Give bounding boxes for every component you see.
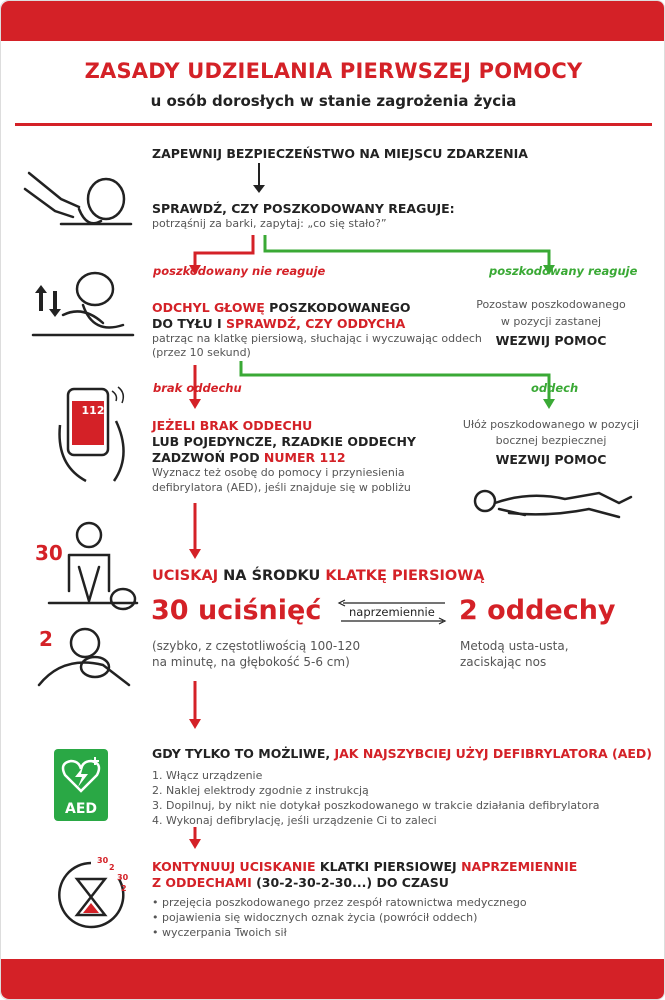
right-reacts-call: WEZWIJ POMOC	[495, 333, 607, 348]
step-call-desc1: Wyznacz też osobę do pomocy i przyniesienia	[152, 466, 405, 479]
continue-line2: Z ODDECHAMI (30-2-30-2-30...) DO CZASU	[152, 875, 449, 890]
bullet-marker: •	[152, 896, 159, 909]
bottom-red-bar	[1, 959, 665, 999]
continue-line1: KONTYNUUJ UCISKANIE KLATKI PIERSIOWEJ NAPRZEMIENNIE	[152, 859, 578, 874]
phone-number-label: 112	[81, 404, 105, 417]
aed-step-3: 3. Dopilnuj, by nikt nie dotykał poszkodowanego w trakcie działania defibrylatora	[152, 799, 600, 812]
rescue-breath-illustration	[33, 625, 133, 695]
breaths-count: 2 oddechy	[459, 595, 616, 626]
aed-step-1: 1. Włącz urządzenie	[152, 769, 263, 782]
icon-num-30b: 30	[117, 873, 129, 882]
icon-num-30a: 30	[97, 856, 109, 865]
breaths-desc2: zaciskając nos	[460, 655, 547, 669]
branch-no-breath: brak oddechu	[153, 381, 242, 395]
shake-shoulders-illustration	[21, 169, 136, 239]
step-call-line2: LUB POJEDYNCZE, RZADKIE ODDECHY	[152, 434, 416, 449]
page-title: ZASADY UDZIELANIA PIERWSZEJ POMOCY	[84, 59, 583, 83]
right-reacts-line2: w pozycji zastanej	[500, 315, 602, 328]
compressions-count: 30 uciśnięć	[151, 595, 322, 626]
alternate-label: naprzemiennie	[349, 605, 435, 619]
bullet-marker: •	[152, 926, 159, 939]
step-airway-desc1: patrząc na klatkę piersiową, słuchając i wyczuwając oddech	[152, 332, 482, 345]
continue-item-1: przejęcia poszkodowanego przez zespół ratownictwa medycznego	[162, 896, 527, 909]
icon-num-2a: 2	[109, 863, 115, 872]
step-call-line1: JEŻELI BRAK ODDECHU	[152, 418, 313, 433]
page-subtitle: u osób dorosłych w stanie zagrożenia życia	[150, 92, 517, 110]
right-reacts-line1: Pozostaw poszkodowanego	[476, 298, 626, 311]
step-call-line3: ZADZWOŃ POD NUMER 112	[152, 450, 346, 465]
branch-breath: oddech	[531, 381, 579, 395]
compressions-desc1: (szybko, z częstotliwością 100-120	[152, 639, 361, 653]
cpr-count-2: 2	[39, 627, 53, 651]
step-airway-line2: DO TYŁU I SPRAWDŹ, CZY ODDYCHA	[152, 316, 406, 331]
aed-heading: GDY TYLKO TO MOŻLIWE, JAK NAJSZYBCIEJ UŻYJ DEFIBRYLATORA (AED)	[152, 746, 652, 761]
step-airway-desc2: (przez 10 sekund)	[152, 346, 251, 359]
compressions-desc2: na minutę, na głębokość 5-6 cm)	[152, 655, 350, 669]
step-check-title: SPRAWDŹ, CZY POSZKODOWANY REAGUJE:	[152, 201, 455, 216]
cpr-heading: UCISKAJ NA ŚRODKU KLATKĘ PIERSIOWĄ	[152, 568, 485, 584]
branch-no-reaction: poszkodowany nie reaguje	[153, 264, 326, 278]
continue-item-3: wyczerpania Twoich sił	[162, 926, 287, 939]
icon-num-2b: 2	[121, 884, 127, 893]
hourglass-cycle-icon	[51, 857, 131, 929]
right-breathes-call: WEZWIJ POMOC	[495, 452, 607, 467]
aed-step-4: 4. Wykonaj defibrylację, jeśli urządzenie Ci to zaleci	[152, 814, 437, 827]
aed-step-2: 2. Naklej elektrody zgodnie z instrukcją	[152, 784, 369, 797]
step-safety: ZAPEWNIJ BEZPIECZEŃSTWO NA MIEJSCU ZDARZENIA	[152, 146, 528, 161]
right-breathes-line1: Ułóż poszkodowanego w pozycji	[462, 418, 640, 431]
head-tilt-illustration	[23, 265, 135, 351]
recovery-position-illustration	[469, 473, 637, 525]
phone-112-illustration	[56, 385, 136, 485]
step-call-desc2: defibrylatora (AED), jeśli znajduje się w pobliżu	[152, 481, 411, 494]
cpr-count-30: 30	[35, 541, 63, 565]
bullet-marker: •	[152, 911, 159, 924]
aed-label: AED	[64, 801, 98, 817]
step-check-desc: potrząśnij za barki, zapytaj: „co się stało?”	[152, 217, 387, 230]
right-breathes-line2: bocznej bezpiecznej	[495, 434, 607, 447]
aed-sign	[54, 749, 108, 821]
breaths-desc1: Metodą usta-usta,	[460, 639, 569, 653]
heart-bolt-icon	[61, 757, 101, 793]
continue-item-2: pojawienia się widocznych oznak życia (powrócił oddech)	[162, 911, 478, 924]
branch-reaction: poszkodowany reaguje	[489, 264, 638, 278]
chest-compression-illustration	[41, 521, 141, 621]
step-airway-line1: ODCHYL GŁOWĘ POSZKODOWANEGO	[152, 300, 411, 315]
